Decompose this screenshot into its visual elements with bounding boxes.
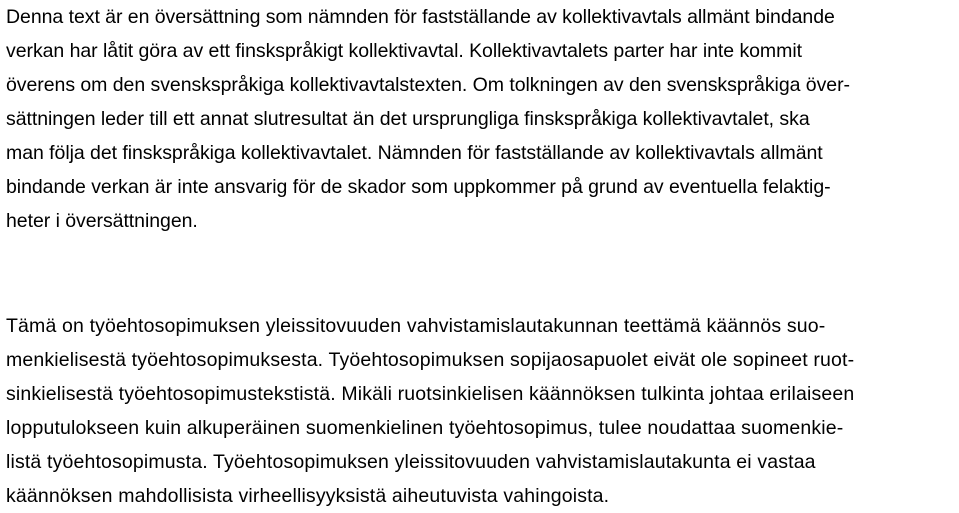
paragraph-finnish-disclaimer bbox=[6, 309, 854, 513]
text-line: Denna text är en översättning som nämnden för fastställande av kollektivavtals allmänt bindande bbox=[6, 6, 835, 28]
text-line: verkan har låtit göra av ett finskspråkigt kollektivavtal. Kollektivavtalets parter har inte kommit bbox=[6, 40, 802, 62]
text-line: menkielisestä työehtosopimuksesta. Työehtosopimuksen sopijaosapuolet eivät ole sopineet ruot- bbox=[6, 349, 855, 371]
text-line: Tämä on työehtosopimuksen yleissitovuuden vahvistamislautakunnan teettämä käännös suo- bbox=[6, 315, 826, 337]
text-line: överens om den svenskspråkiga kollektivavtalstexten. Om tolkningen av den svenskspråkiga över- bbox=[6, 74, 850, 96]
text-line: bindande verkan är inte ansvarig för de skador som uppkommer på grund av eventuella felaktig- bbox=[6, 176, 831, 198]
text-line: man följa det finskspråkiga kollektivavtalet. Nämnden för fastställande av kollektivavtals allmänt bbox=[6, 142, 823, 164]
document-page bbox=[6, 0, 956, 507]
text-line: heter i översättningen. bbox=[6, 210, 198, 232]
text-line: käännöksen mahdollisista virheellisyyksistä aiheutuvista vahingoista. bbox=[6, 485, 610, 507]
text-line: lopputulokseen kuin alkuperäinen suomenkielinen työehtosopimus, tulee noudattaa suomenkie- bbox=[6, 417, 844, 439]
text-line: sinkielisestä työehtosopimustekstistä. Mikäli ruotsinkielisen käännöksen tulkinta johtaa erilaiseen bbox=[6, 383, 855, 405]
text-line: sättningen leder till ett annat slutresultat än det ursprungliga finskspråkiga kollektivavtalet, ska bbox=[6, 108, 810, 130]
paragraph-swedish-disclaimer bbox=[6, 0, 956, 238]
text-line: listä työehtosopimusta. Työehtosopimuksen yleissitovuuden vahvistamislautakunta ei vastaa bbox=[6, 451, 816, 473]
